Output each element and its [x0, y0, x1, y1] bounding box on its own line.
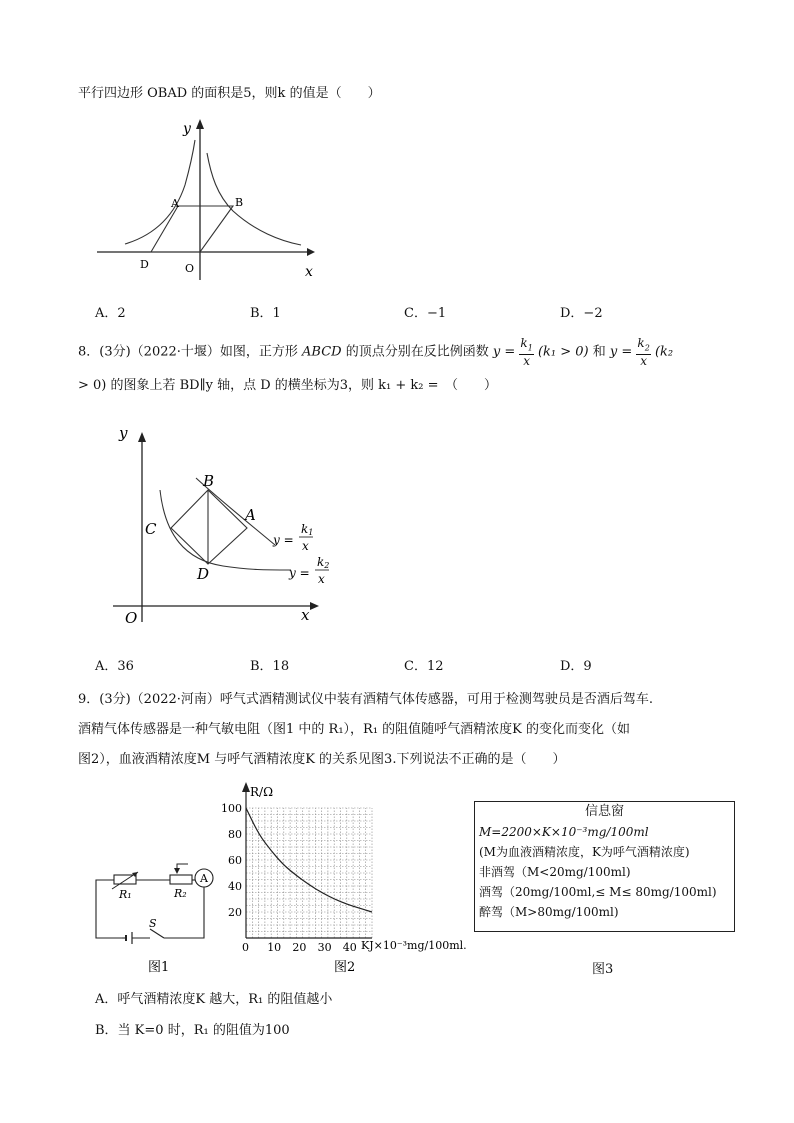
- q8-eq-k1: [272, 522, 313, 553]
- infobox-line2: (M为血液酒精浓度，K为呼气酒精浓度): [479, 845, 690, 859]
- x-tick-label: 30: [317, 941, 332, 954]
- q9-stem-line2: 酒精气体传感器是一种气敏电阻（图1 中的 R₁），R₁ 的阻值随呼气酒精浓度K 的变化而变化（如: [78, 722, 631, 737]
- svg-text:R₂: R₂: [174, 887, 187, 900]
- y-tick-label: 60: [228, 854, 242, 867]
- q8-label-y: y: [119, 424, 128, 442]
- q8-label-d: D: [197, 565, 210, 583]
- q7-stem: 平行四边形 OBAD 的面积是5，则k 的值是（ ）: [78, 86, 381, 101]
- q7-curve-right: [207, 153, 301, 245]
- q8-square: [171, 490, 247, 564]
- q7-y-arrow: [196, 119, 204, 129]
- svg-text:S: S: [149, 917, 157, 930]
- q7-label-o: O: [185, 262, 195, 275]
- svg-text:y =: y =: [289, 566, 310, 580]
- svg-text:k1: k1: [301, 522, 314, 537]
- chart-grid: [246, 808, 372, 938]
- switch-s: [150, 929, 164, 938]
- q8-curve-k2: [160, 490, 291, 570]
- x-tick-label: 40: [342, 941, 357, 954]
- q8-figure: [105, 420, 350, 630]
- q8-label-b: B: [203, 472, 215, 490]
- q7-option-d: D．−2: [560, 306, 603, 321]
- q9-stem-line3: 图2），血液酒精浓度M 与呼气酒精浓度K 的关系见图3.下列说法不正确的是（ ）: [78, 752, 566, 767]
- svg-text:R₁: R₁: [119, 888, 132, 901]
- chart-xlabel: KJ×10⁻³mg/100ml.: [361, 939, 467, 952]
- svg-text:x: x: [302, 539, 309, 553]
- q7-option-c: C．−1: [404, 306, 447, 321]
- q8-label-c: C: [145, 520, 157, 538]
- y-tick-label: 80: [228, 828, 242, 841]
- svg-text:k2: k2: [317, 555, 330, 570]
- q7-curve-left: [125, 140, 195, 244]
- q7-label-b: B: [235, 196, 244, 209]
- q8-stem-line1: 8．(3分)（2022·十堰）如图，正方形 ABCD 的顶点分别在反比例函数 y = $\frac{k_1}{x}$ (k₁ > 0) 和 y = $\frac{k_2}{x}$ (k₂: [78, 336, 674, 369]
- q9-stem-line1: 9．(3分)（2022·河南）呼气式酒精测试仪中装有酒精气体传感器，可用于检测驾驶员是否酒后驾车.: [78, 692, 654, 707]
- q8-label-a: A: [245, 506, 256, 524]
- q7-label-a: A: [171, 197, 179, 210]
- q8-x-arrow: [310, 602, 319, 610]
- chart-caption: 图2: [334, 960, 356, 975]
- svg-text:y =: y =: [273, 533, 294, 547]
- chart-y-arrow: [242, 782, 250, 792]
- q7-parallelogram: [151, 206, 233, 252]
- q8-stem-line2: > 0) 的图象上若 BD∥y 轴，点 D 的横坐标为3，则 k₁ + k₂ = （ ）: [78, 378, 498, 393]
- infobox-title: 信息窗: [584, 804, 624, 819]
- y-tick-label: 100: [221, 802, 242, 815]
- x-tick-label: 10: [267, 941, 282, 954]
- infobox-line5: 醉驾（M>80mg/100ml): [479, 905, 619, 919]
- q7-figure: [95, 115, 325, 285]
- x-tick-label: 20: [292, 941, 307, 954]
- infobox-line3: 非酒驾（M<20mg/100ml): [479, 865, 631, 879]
- q8-option-b: B．18: [250, 659, 290, 674]
- x-tick-label: 0: [242, 941, 249, 954]
- q9-fig2-chart: [220, 778, 480, 978]
- infobox-line1: M=2200×K×10⁻³mg/100ml: [479, 825, 649, 839]
- chart-ylabel: R/Ω: [250, 785, 274, 799]
- q9-option-a: A．呼气酒精浓度K 越大，R₁ 的阻值越小: [95, 992, 333, 1007]
- q9-fig1-circuit: [92, 850, 227, 975]
- svg-text:A: A: [200, 872, 208, 885]
- q8-y-arrow: [138, 432, 146, 442]
- q8-option-a: A．36: [95, 659, 134, 674]
- q7-option-b: B．1: [250, 306, 281, 321]
- svg-text:图1: 图1: [148, 960, 170, 975]
- q7-label-y: y: [183, 121, 191, 137]
- y-tick-label: 20: [228, 906, 242, 919]
- q7-label-d: D: [140, 258, 149, 271]
- resistor-r1: [114, 875, 136, 884]
- q8-option-c: C．12: [404, 659, 444, 674]
- infobox-line4: 酒驾（20mg/100ml,≤ M≤ 80mg/100ml): [479, 885, 717, 899]
- q8-eq-k2: [288, 555, 329, 586]
- q7-x-arrow: [307, 248, 315, 256]
- svg-text:x: x: [318, 572, 325, 586]
- q9-fig3-infobox: [474, 801, 735, 932]
- q8-label-o: O: [125, 609, 138, 627]
- q8-option-d: D．9: [560, 659, 592, 674]
- q9-option-b: B．当 K=0 时，R₁ 的阻值为100: [95, 1023, 290, 1038]
- q7-label-x: x: [305, 264, 313, 280]
- q8-label-x: x: [301, 606, 310, 624]
- y-tick-label: 40: [228, 880, 242, 893]
- q9-fig3-caption: 图3: [592, 962, 614, 977]
- q7-option-a: A．2: [95, 306, 126, 321]
- resistor-r2: [170, 875, 192, 884]
